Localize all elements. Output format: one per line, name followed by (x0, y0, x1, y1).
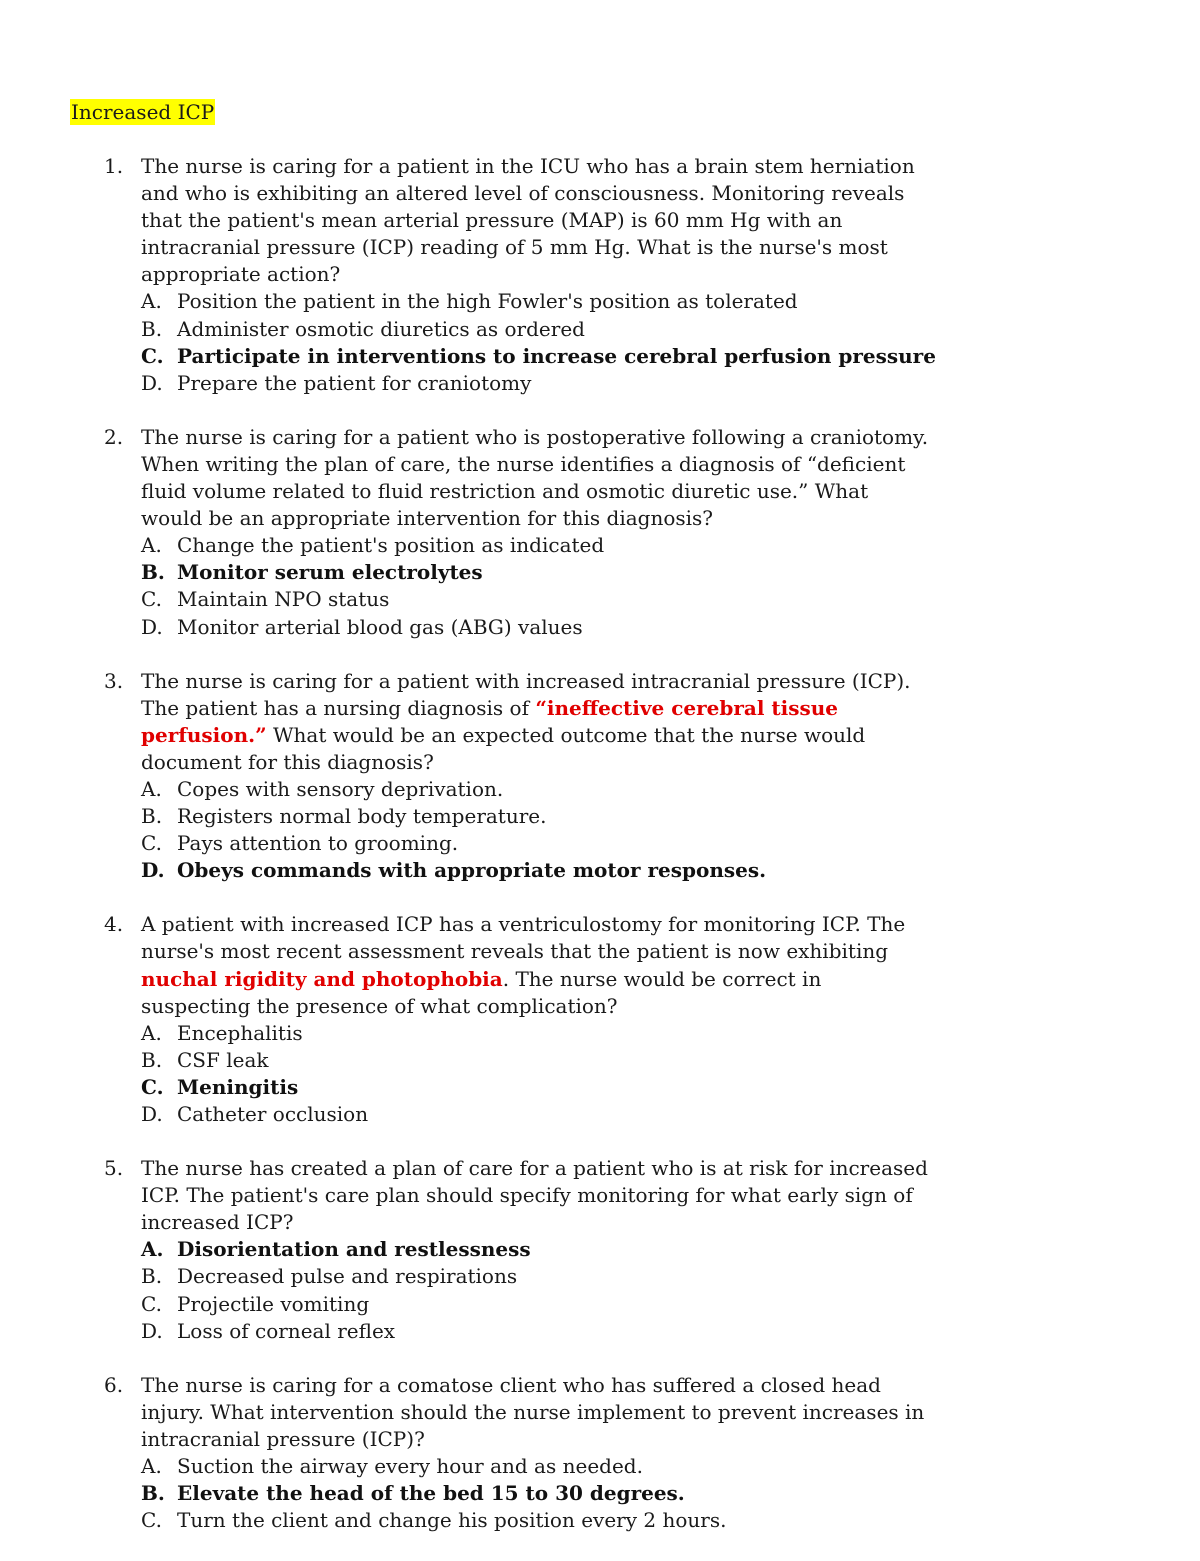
answer-option-d-correct (141, 857, 1200, 884)
question-number: 3. (104, 668, 124, 693)
stem-text: . The nurse would be correct in suspecting the presence of what complication? (141, 966, 822, 1018)
option-letter: A. (141, 1237, 164, 1262)
question-stem: The nurse is caring for a comatose client who has suffered a closed head injury. What intervention should the nurse implement to prevent increases in intracranial pressure (ICP)? (141, 1372, 925, 1451)
answer-option-c-correct (141, 343, 1200, 370)
answer-option-d (141, 1318, 1200, 1345)
option-text: Copes with sensory deprivation. (177, 776, 504, 801)
option-letter: D. (141, 614, 163, 639)
option-letter: D. (141, 858, 165, 883)
option-text: Disorientation and restlessness (177, 1237, 531, 1262)
option-text: Loss of corneal reflex (177, 1318, 396, 1343)
option-letter: A. (141, 776, 162, 801)
option-text: Meningitis (177, 1074, 299, 1099)
option-text: Encephalitis (177, 1020, 303, 1045)
answer-options (0, 776, 1200, 884)
stem-text: A patient with increased ICP has a ventriculostomy for monitoring ICP. The nurse's most recent assessment reveals that the patient is now exhibiting (141, 912, 906, 964)
answer-options (0, 532, 1200, 640)
document-title: Increased ICP (71, 100, 215, 124)
option-letter: B. (141, 560, 165, 585)
question-4 (0, 911, 1200, 1128)
answer-option-d (141, 614, 1200, 641)
stem-text: The nurse is caring for a patient with increased intracranial pressure (ICP). The patient has a nursing diagnosis of (141, 668, 911, 720)
question-number: 1. (104, 154, 124, 178)
question-1 (0, 153, 1200, 397)
answer-options (0, 1453, 1200, 1534)
option-text: Catheter occlusion (177, 1102, 369, 1126)
stem-emphasis: “ineffective cerebral tissue perfusion.” (141, 695, 839, 747)
question-stem (141, 911, 931, 1019)
option-letter: B. (141, 1264, 163, 1289)
option-letter: D. (141, 1318, 163, 1343)
question-number: 4. (104, 912, 124, 937)
question-number: 5. (104, 1156, 124, 1181)
question-list (0, 153, 1200, 1561)
option-text: Monitor serum electrolytes (177, 560, 483, 585)
option-letter: B. (141, 804, 163, 829)
answer-option-c (141, 830, 1200, 857)
answer-options (0, 1020, 1200, 1128)
question-6 (0, 1372, 1200, 1535)
answer-option-a (141, 1020, 1200, 1047)
question-stem (141, 668, 931, 776)
answer-option-c (141, 1291, 1200, 1318)
option-letter: C. (141, 1074, 164, 1099)
question-stem: The nurse is caring for a patient who is postoperative following a craniotomy. When writing the plan of care, the nurse identifies a diagnosis of “deficient fluid volume related to fluid restriction and osmotic diuretic use.” What would be an appropriate intervention for this diagnosis? (141, 424, 929, 531)
option-letter: C. (141, 343, 164, 368)
answer-option-c (141, 1507, 1200, 1534)
answer-option-b (141, 316, 1200, 343)
question-number: 6. (104, 1372, 124, 1397)
answer-option-b (141, 803, 1200, 830)
answer-option-b (141, 1047, 1200, 1074)
stem-text: What would be an expected outcome that the nurse would document for this diagnosis? (141, 722, 866, 774)
answer-option-b (141, 1263, 1200, 1290)
option-letter: D. (141, 1102, 163, 1126)
option-text: Suction the airway every hour and as needed. (177, 1454, 643, 1479)
option-text: Monitor arterial blood gas (ABG) values (177, 614, 583, 639)
answer-options (0, 288, 1200, 396)
option-text: Decreased pulse and respirations (177, 1264, 518, 1289)
answer-option-c (141, 586, 1200, 613)
option-letter: D. (141, 370, 163, 395)
option-text: Turn the client and change his position every 2 hours. (177, 1508, 727, 1533)
question-2 (0, 424, 1200, 641)
option-letter: C. (141, 587, 162, 612)
question-5 (0, 1155, 1200, 1345)
answer-option-c-correct (141, 1074, 1200, 1101)
option-text: CSF leak (177, 1047, 269, 1072)
answer-option-a (141, 1453, 1200, 1480)
option-letter: B. (141, 1481, 165, 1506)
option-text: Maintain NPO status (177, 587, 390, 612)
answer-option-a (141, 532, 1200, 559)
answer-option-a (141, 776, 1200, 803)
option-text: Prepare the patient for craniotomy (177, 370, 532, 395)
answer-option-a (141, 288, 1200, 315)
option-letter: C. (141, 831, 162, 856)
question-stem: The nurse has created a plan of care for a patient who is at risk for increased ICP. The patient's care plan should specify monitoring for what early sign of increased ICP? (141, 1156, 928, 1235)
stem-emphasis: nuchal rigidity and photophobia (141, 966, 503, 991)
option-text: Position the patient in the high Fowler's position as tolerated (177, 289, 798, 314)
answer-option-b-correct (141, 559, 1200, 586)
question-number: 2. (104, 424, 124, 449)
option-text: Administer osmotic diuretics as ordered (177, 316, 585, 341)
option-letter: B. (141, 316, 163, 341)
option-letter: A. (141, 533, 162, 558)
option-letter: A. (141, 1020, 162, 1045)
question-stem: The nurse is caring for a patient in the ICU who has a brain stem herniation and who is exhibiting an altered level of consciousness. Monitoring reveals that the patient's mean arterial pressure (MAP) is 60 mm Hg with an intracranial pressure (ICP) reading of 5 mm Hg. What is the nurse's most appropriate action? (141, 154, 915, 287)
option-text: Registers normal body temperature. (177, 804, 547, 829)
answer-option-d (141, 1101, 1200, 1128)
answer-option-a-correct (141, 1236, 1200, 1263)
option-text: Change the patient's position as indicated (177, 533, 605, 558)
option-letter: C. (141, 1291, 162, 1316)
answer-option-b-correct (141, 1480, 1200, 1507)
option-text: Participate in interventions to increase cerebral perfusion pressure (177, 343, 936, 368)
option-letter: A. (141, 289, 162, 314)
option-letter: A. (141, 1454, 162, 1479)
option-text: Elevate the head of the bed 15 to 30 degrees. (177, 1481, 685, 1506)
option-letter: C. (141, 1508, 162, 1533)
question-3 (0, 668, 1200, 885)
option-text: Projectile vomiting (177, 1291, 370, 1316)
option-text: Obeys commands with appropriate motor responses. (177, 858, 767, 883)
option-text: Pays attention to grooming. (177, 831, 459, 856)
option-letter: B. (141, 1047, 163, 1072)
answer-options (0, 1236, 1200, 1344)
answer-option-d (141, 370, 1200, 397)
